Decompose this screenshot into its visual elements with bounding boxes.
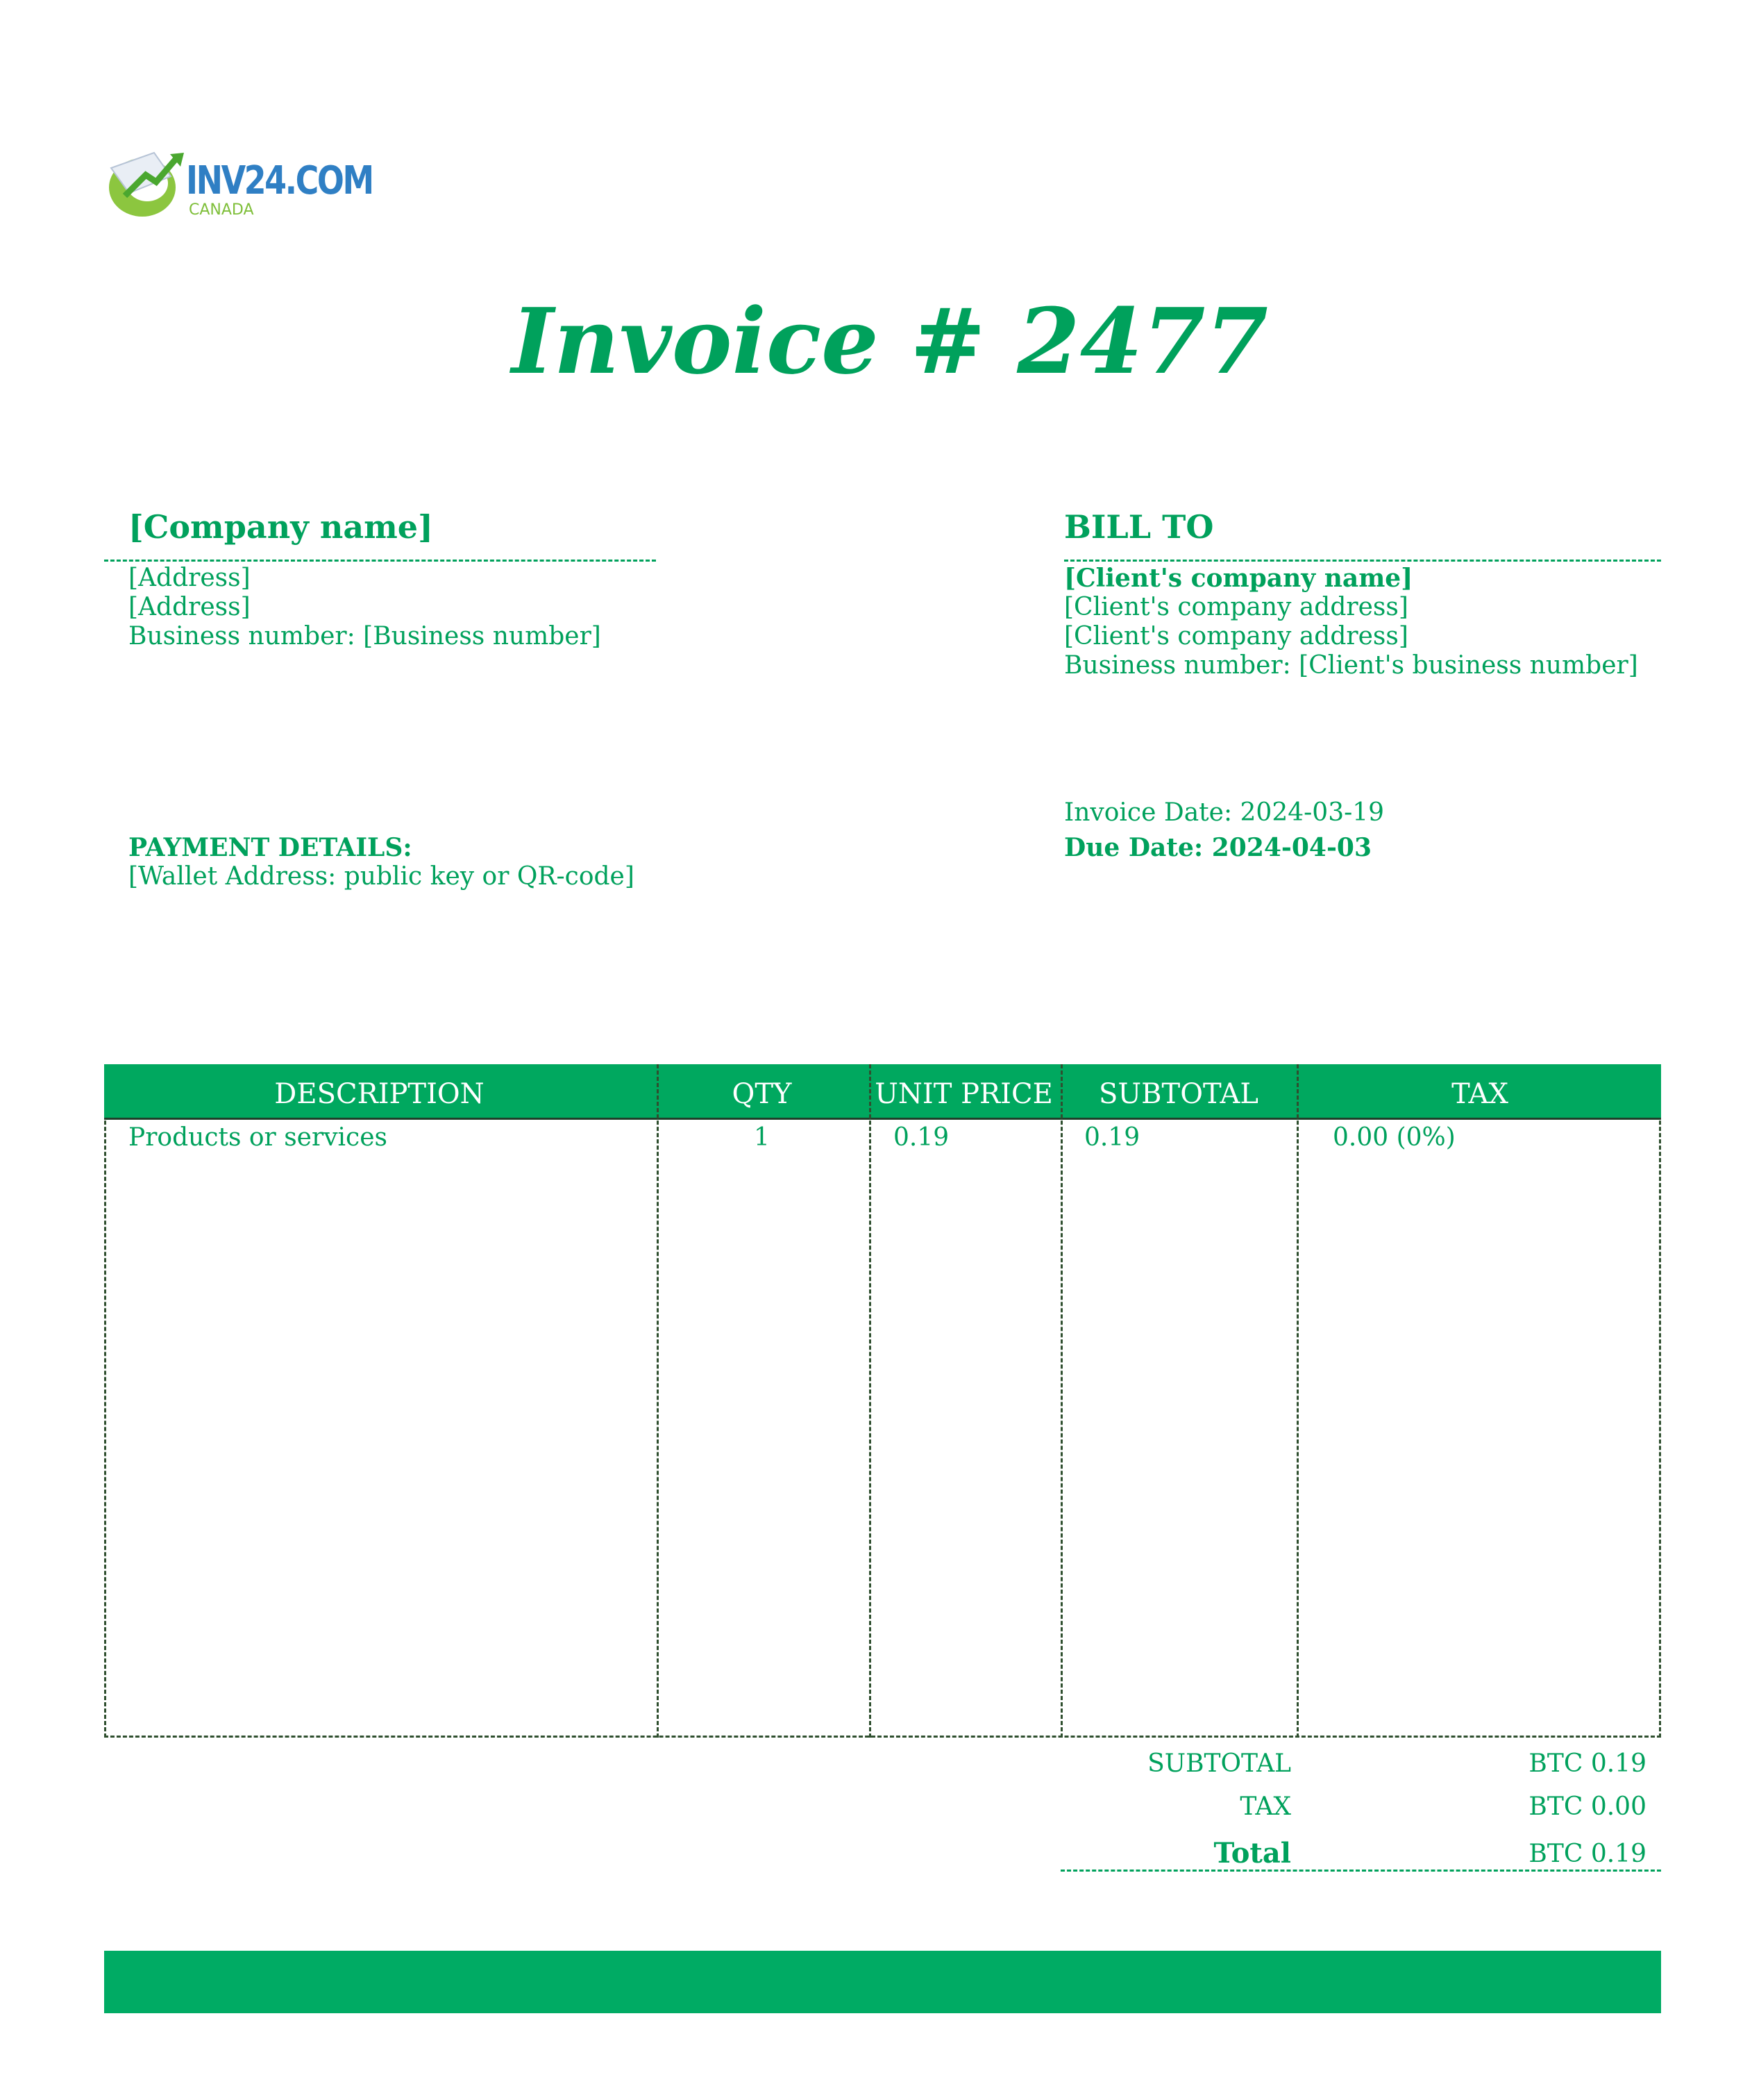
company-address-block [128, 564, 601, 651]
logo-text: INV24.COM [186, 158, 373, 203]
column-divider [1297, 1064, 1299, 1738]
totals-subtotal-label: SUBTOTAL [1147, 1749, 1291, 1778]
totals-divider [1061, 1870, 1661, 1872]
company-business-number: Business number: [Business number] [128, 622, 601, 650]
totals-tax-value: BTC 0.00 [1528, 1792, 1646, 1821]
company-address-line: [Address] [128, 564, 251, 592]
column-header-qty: QTY [732, 1078, 792, 1110]
client-company-name: [Client's company name] [1064, 564, 1413, 593]
totals-total-label: Total [1213, 1837, 1291, 1870]
due-date: Due Date: 2024-04-03 [1064, 833, 1372, 862]
row-subtotal: 0.19 [1084, 1123, 1140, 1152]
invoice-date: Invoice Date: 2024-03-19 [1064, 798, 1385, 827]
row-unit-price: 0.19 [893, 1123, 950, 1152]
row-qty: 1 [754, 1123, 770, 1152]
row-description: Products or services [128, 1123, 387, 1152]
column-header-unit-price: UNIT PRICE [875, 1078, 1053, 1110]
client-address-block [1064, 564, 1638, 680]
logo-subtitle: CANADA [189, 201, 254, 219]
invoice-title: Invoice # 2477 [511, 288, 1269, 394]
column-divider [657, 1064, 659, 1738]
client-address-line: [Client's company address] [1064, 622, 1408, 650]
row-tax: 0.00 (0%) [1333, 1123, 1456, 1152]
totals-total-value: BTC 0.19 [1528, 1840, 1646, 1868]
totals-tax-label: TAX [1240, 1792, 1291, 1821]
bill-to-heading: BILL TO [1064, 508, 1214, 546]
column-header-tax: TAX [1451, 1078, 1508, 1110]
footer-bar [104, 1951, 1661, 2013]
client-business-number: Business number: [Client's business number] [1064, 651, 1638, 680]
totals-subtotal-value: BTC 0.19 [1528, 1749, 1646, 1778]
column-header-subtotal: SUBTOTAL [1099, 1078, 1258, 1110]
column-divider [869, 1064, 871, 1738]
line-items-table [104, 1064, 1661, 1738]
company-divider [104, 560, 656, 562]
client-address-line: [Client's company address] [1064, 593, 1408, 621]
payment-details-heading: PAYMENT DETAILS: [128, 833, 412, 862]
column-header-description: DESCRIPTION [274, 1078, 485, 1110]
company-address-line: [Address] [128, 593, 251, 621]
bill-to-divider [1064, 560, 1661, 562]
wallet-address: [Wallet Address: public key or QR-code] [128, 862, 634, 891]
company-name: [Company name] [128, 508, 433, 546]
column-divider [1061, 1064, 1063, 1738]
